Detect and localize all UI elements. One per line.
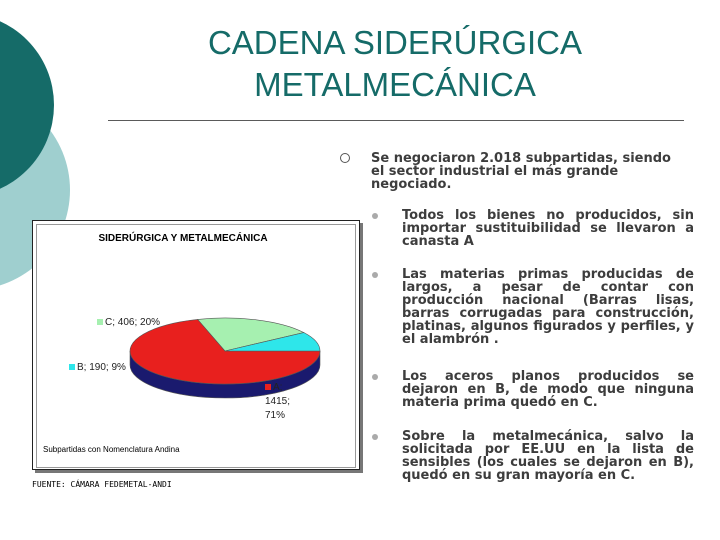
sub-bullet [372,430,694,482]
bullet-dot-icon [372,374,378,380]
pie-label-a-text: A; 1415; 71% [265,382,291,421]
slide-title [110,22,680,106]
pie-label-c-text: C; 406; 20% [105,317,161,328]
main-bullet [340,152,700,191]
sub-bullet [372,268,694,346]
sub-bullet-text: Las materias primas producidas de largos, a pesar de contar con producción nacional (Barras lisas, barras corrugadas para construcción, platinas, algunos figurados y perfiles, y el alambrón . [402,267,694,347]
pie-chart [32,220,360,470]
sub-bullet [372,209,694,248]
legend-swatch-a [265,384,271,390]
legend-swatch-b [69,364,75,370]
sub-bullet-text: Todos los bienes no producidos, sin importar sustituibilidad se llevaron a canasta A [402,208,694,249]
sub-bullet-text: Sobre la metalmecánica, salvo la solicitada por EE.UU en la lista de sensibles (los cuales se dejaron en B), quedó en su gran mayoría en C. [402,429,694,483]
main-bullet-text: Se negociaron 2.018 subpartidas, siendo el sector industrial el más grande negociado. [371,151,671,192]
pie-label-b [69,362,126,373]
source-note: FUENTE: CÁMARA FEDEMETAL-ANDI [32,480,172,489]
bullet-dot-icon [372,272,378,278]
pie-chart-plot [33,221,359,441]
sub-bullet-text: Los aceros planos producidos se dejaron en B, de modo que ninguna materia prima quedó en C. [402,369,694,410]
slide-title-line2: METALMECÁNICA [254,66,536,103]
legend-swatch-c [97,319,103,325]
pie-label-c [97,317,160,328]
hollow-circle-icon [340,153,350,163]
chart-title: SIDERÚRGICA Y METALMECÁNICA [98,233,268,244]
pie-label-a [265,381,303,423]
title-divider [108,120,684,121]
chart-subtitle: Subpartidas con Nomenclatura Andina [43,445,180,454]
pie-label-b-text: B; 190; 9% [77,362,126,373]
slide-title-line1: CADENA SIDERÚRGICA [207,24,583,61]
bullet-dot-icon [372,213,378,219]
sub-bullet [372,370,694,409]
bullet-dot-icon [372,434,378,440]
